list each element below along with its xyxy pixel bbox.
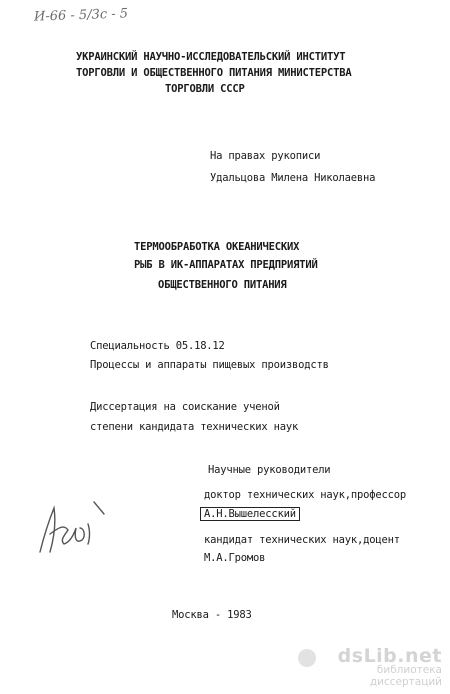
supervisor-1-degree: доктор технических наук,профессор	[204, 489, 407, 501]
institute-line-1: УКРАИНСКИЙ НАУЧНО-ИССЛЕДОВАТЕЛЬСКИЙ ИНСТИТУТ	[76, 51, 346, 63]
specialty-code: Специальность 05.18.12	[90, 340, 225, 352]
supervisor-1-name: А.Н.Вышелесский	[200, 507, 300, 521]
city-year: Москва - 1983	[172, 609, 252, 621]
author-name: Удальцова Милена Николаевна	[210, 172, 376, 184]
handwritten-archive-number: И-66 - 5/3с - 5	[33, 6, 129, 25]
title-line-3: ОБЩЕСТВЕННОГО ПИТАНИЯ	[158, 279, 287, 291]
watermark-logo	[322, 645, 442, 688]
signature	[34, 494, 114, 564]
watermark-subtitle: библиотека диссертаций	[369, 664, 442, 688]
logo-disc-icon	[298, 649, 316, 667]
title-line-2: РЫБ В ИК-АППАРАТАХ ПРЕДПРИЯТИЙ	[134, 259, 318, 271]
rights-notice: На правах рукописи	[210, 150, 321, 162]
title-line-1: ТЕРМООБРАБОТКА ОКЕАНИЧЕСКИХ	[134, 241, 300, 253]
dissertation-line-2: степени кандидата технических наук	[90, 421, 299, 433]
supervisors-heading: Научные руководители	[208, 464, 331, 476]
watermark-site: dsLib.net	[337, 645, 442, 667]
supervisor-2-name: М.А.Громов	[204, 552, 266, 564]
dissertation-line-1: Диссертация на соискание ученой	[90, 401, 280, 413]
institute-line-2: ТОРГОВЛИ И ОБЩЕСТВЕННОГО ПИТАНИЯ МИНИСТЕРСТВА	[76, 67, 352, 79]
institute-line-3: ТОРГОВЛИ СССР	[165, 83, 245, 95]
supervisor-2-degree: кандидат технических наук,доцент	[204, 534, 400, 546]
specialty-name: Процессы и аппараты пищевых производств	[90, 359, 329, 371]
